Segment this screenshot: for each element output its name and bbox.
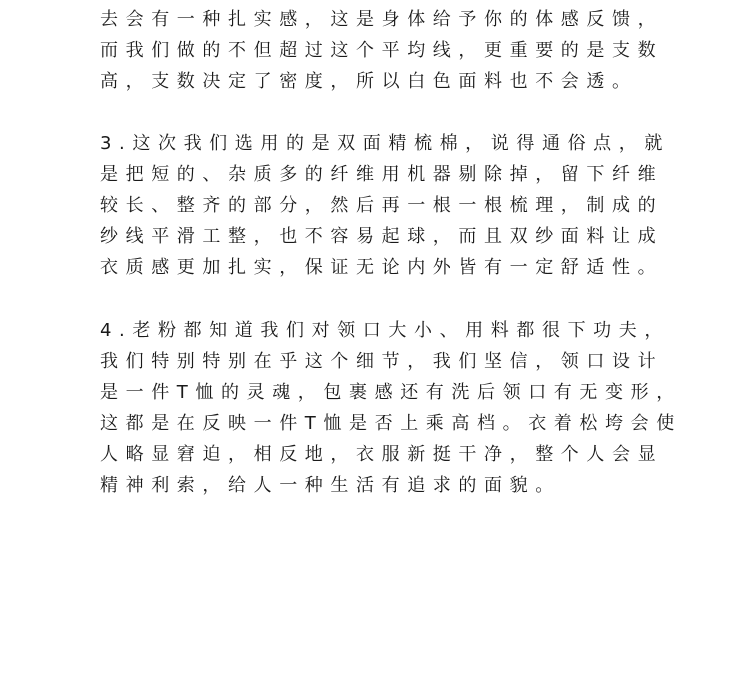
text-line: 较长、整齐的部分，然后再一根一根梳理，制成的 [100,195,664,216]
text-line: 去会有一种扎实感，这是身体给予你的体感反馈， [100,9,664,30]
text-line: 衣质感更加扎实，保证无论内外皆有一定舒适性。 [100,257,664,278]
text-line: 3.这次我们选用的是双面精梳棉，说得通俗点，就 [100,133,670,154]
text-line: 是把短的、杂质多的纤维用机器剔除掉，留下纤维 [100,164,664,185]
text-line: 人略显窘迫，相反地，衣服新挺干净，整个人会显 [100,444,664,465]
text-line: 而我们做的不但超过这个平均线，更重要的是支数 [100,40,664,61]
text-line: 高，支数决定了密度，所以白色面料也不会透。 [100,71,638,92]
text-line: 精神利索，给人一种生活有追求的面貌。 [100,475,561,496]
text-line: 我们特别特别在乎这个细节，我们坚信，领口设计 [100,351,664,372]
text-line: 纱线平滑工整，也不容易起球，而且双纱面料让成 [100,226,664,247]
text-line: 4.老粉都知道我们对领口大小、用料都很下功夫， [100,320,670,341]
text-line: 是一件T恤的灵魂，包裹感还有洗后领口有无变形， [100,382,682,403]
text-line: 这都是在反映一件T恤是否上乘高档。衣着松垮会使 [100,413,682,434]
